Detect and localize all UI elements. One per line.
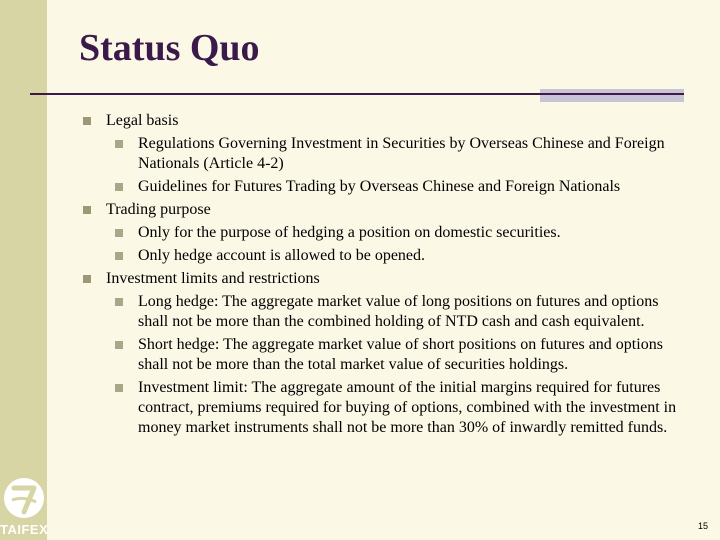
square-bullet-icon (115, 298, 123, 306)
bullet-text: Investment limits and restrictions (106, 270, 320, 287)
sub-bullet-text: Short hedge: The aggregate market value of short positions on futures and options shall not be more than the total market value of securities holdings. (138, 336, 663, 373)
logo-text: TAIFEX (0, 522, 49, 537)
bullet-item (82, 269, 682, 289)
page-number: 15 (698, 521, 709, 531)
square-bullet-icon (115, 384, 123, 392)
title-rule-accent (540, 89, 684, 102)
square-bullet-icon (115, 183, 123, 191)
bullet-item (82, 111, 682, 131)
sub-bullet-text: Only hedge account is allowed to be opened. (138, 247, 426, 264)
bullet-text: Legal basis (106, 112, 179, 129)
square-bullet-icon (83, 117, 91, 125)
square-bullet-icon (115, 252, 123, 260)
square-bullet-icon (83, 275, 91, 283)
bullet-text: Trading purpose (106, 201, 211, 218)
sub-bullet-text: Guidelines for Futures Trading by Overseas Chinese and Foreign Nationals (138, 178, 621, 195)
sub-bullet-text: Regulations Governing Investment in Securities by Overseas Chinese and Foreign Nationals (Article 4-2) (138, 135, 665, 172)
sub-bullet-text: Only for the purpose of hedging a position on domestic securities. (138, 224, 561, 241)
sub-bullet-item (82, 223, 682, 243)
square-bullet-icon (115, 341, 123, 349)
sub-bullet-item (82, 134, 682, 174)
sub-bullet-item (82, 378, 682, 438)
sub-bullet-text: Investment limit: The aggregate amount of the initial margins required for futures contract, premiums required for buying of options, combined with the investment in money market instruments shall not be more than 30% of inwardly remitted funds. (138, 379, 677, 436)
square-bullet-icon (115, 229, 123, 237)
title-rule (30, 93, 684, 95)
square-bullet-icon (115, 140, 123, 148)
slide-title: Status Quo (79, 27, 260, 69)
slide-content (82, 111, 682, 441)
sub-bullet-item (82, 246, 682, 266)
sub-bullet-item (82, 335, 682, 375)
bullet-item (82, 200, 682, 220)
sub-bullet-text: Long hedge: The aggregate market value of long positions on futures and options shall not be more than the combined holding of NTD cash and cash equivalent. (138, 293, 659, 330)
sub-bullet-item (82, 292, 682, 332)
left-sidebar-bar (0, 0, 47, 540)
square-bullet-icon (83, 206, 91, 214)
sub-bullet-item (82, 177, 682, 197)
